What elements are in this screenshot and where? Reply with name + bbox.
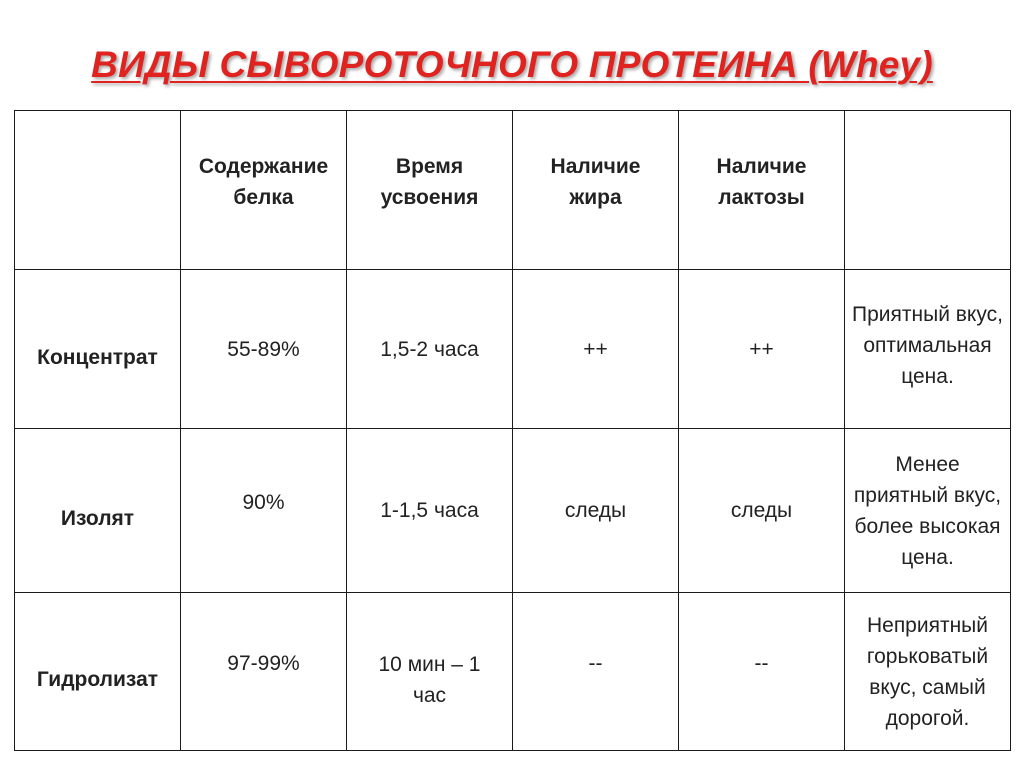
cell-lactose: следы	[679, 429, 845, 593]
cell-lactose: --	[679, 593, 845, 751]
cell-protein: 97-99%	[181, 593, 347, 751]
whey-comparison-table	[14, 110, 1011, 751]
row-label-isolate: Изолят	[15, 429, 181, 593]
cell-fat: следы	[513, 429, 679, 593]
cell-note: Неприятный горьковатый вкус, самый дорогой.	[845, 593, 1011, 751]
table-row	[15, 270, 1011, 429]
table-header-row	[15, 111, 1011, 270]
cell-note: Приятный вкус, оптимальная цена.	[845, 270, 1011, 429]
header-empty-cell	[15, 111, 181, 270]
cell-note: Менее приятный вкус, более высокая цена.	[845, 429, 1011, 593]
cell-protein: 90%	[181, 429, 347, 593]
row-label-concentrate: Концентрат	[15, 270, 181, 429]
cell-protein: 55-89%	[181, 270, 347, 429]
cell-absorption-time: 10 мин – 1 час	[347, 593, 513, 751]
page-title: ВИДЫ СЫВОРОТОЧНОГО ПРОТЕИНА (Whey)	[91, 44, 933, 85]
header-protein-content: Содержание белка	[181, 111, 347, 270]
header-notes-cell	[845, 111, 1011, 270]
header-lactose-presence: Наличие лактозы	[679, 111, 845, 270]
cell-fat: --	[513, 593, 679, 751]
cell-absorption-time: 1-1,5 часа	[347, 429, 513, 593]
cell-lactose: ++	[679, 270, 845, 429]
cell-fat: ++	[513, 270, 679, 429]
table-row	[15, 593, 1011, 751]
cell-absorption-time: 1,5-2 часа	[347, 270, 513, 429]
row-label-hydrolysate: Гидролизат	[15, 593, 181, 751]
table-row	[15, 429, 1011, 593]
header-absorption-time: Время усвоения	[347, 111, 513, 270]
header-fat-presence: Наличие жира	[513, 111, 679, 270]
